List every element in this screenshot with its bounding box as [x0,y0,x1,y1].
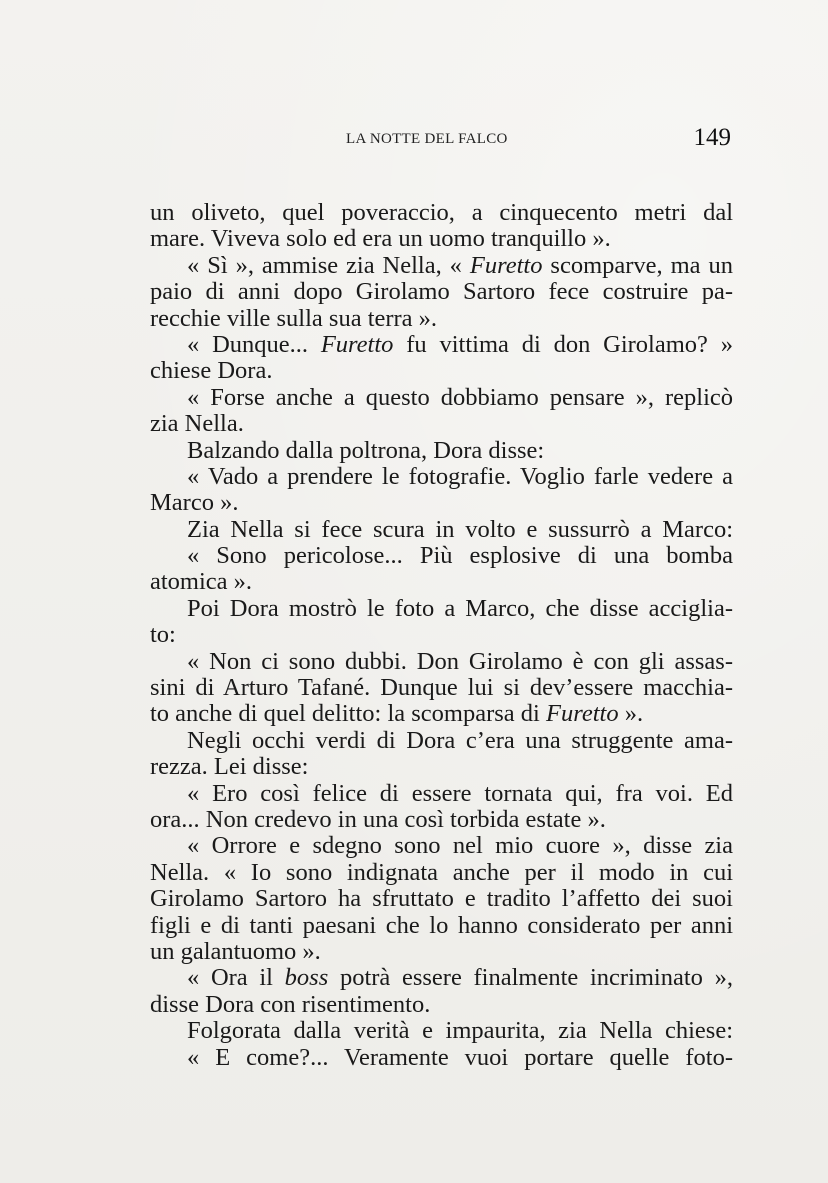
text-line: « E come?... Veramente vuoi portare quelle foto- [187,1044,733,1071]
text-line: ora... Non credevo in una così torbida estate ». [150,805,606,833]
text-line: un oliveto, quel poveraccio, a cinquecento metri dal [150,200,733,226]
text-line: Zia Nella si fece scura in volto e sussurrò a Marco: [187,516,733,543]
text-line: « Orrore e sdegno sono nel mio cuore », disse zia [187,833,733,860]
text-line: sini di Arturo Tafané. Dunque lui si dev’essere macchia- [150,675,733,702]
text-line: « Ero così felice di essere tornata qui, fra voi. Ed [187,780,733,807]
text-line: disse Dora con risentimento. [150,990,431,1018]
text-line: chiese Dora. [150,357,273,385]
text-line: zia Nella. [150,410,244,438]
text-line: rezza. Lei disse: [150,753,309,781]
page-number: 149 [693,124,731,151]
text-line: « Sì », ammise zia Nella, « Furetto scomparve, ma un [187,252,733,279]
text-line: figli e di tanti paesani che lo hanno considerato per anni [150,912,733,939]
text-line: Girolamo Sartoro ha sfruttato e tradito l’affetto dei suoi [150,886,733,913]
text-line: to: [150,621,176,649]
running-title: LA NOTTE DEL FALCO [346,131,508,147]
text-line: « Non ci sono dubbi. Don Girolamo è con gli assas- [187,648,733,675]
text-line: Balzando dalla poltrona, Dora disse: [187,436,545,464]
text-line: « Sono pericolose... Più esplosive di una bomba [187,543,733,570]
text-line: Negli occhi verdi di Dora c’era una struggente ama- [187,727,733,754]
text-line: to anche di quel delitto: la scomparsa di Furetto ». [150,700,644,728]
text-line: Folgorata dalla verità e impaurita, zia Nella chiese: [187,1018,733,1045]
text-line: mare. Viveva solo ed era un uomo tranquillo ». [150,225,611,253]
text-line: « Dunque... Furetto fu vittima di don Girolamo? » [187,331,733,358]
text-line: Poi Dora mostrò le foto a Marco, che disse acciglia- [187,595,733,622]
text-line: atomica ». [150,568,253,596]
text-line: « Ora il boss potrà essere finalmente incriminato », [187,965,733,992]
text-line: recchie ville sulla sua terra ». [150,304,438,332]
text-line: paio di anni dopo Girolamo Sartoro fece costruire pa- [150,279,733,306]
body-text [150,200,733,1071]
text-line: un galantuomo ». [150,937,321,965]
text-line: Nella. « Io sono indignata anche per il modo in cui [150,859,733,886]
text-line: « Vado a prendere le fotografie. Voglio farle vedere a [187,463,733,490]
text-line: Marco ». [150,489,239,517]
text-line: « Forse anche a questo dobbiamo pensare », replicò [187,384,733,411]
